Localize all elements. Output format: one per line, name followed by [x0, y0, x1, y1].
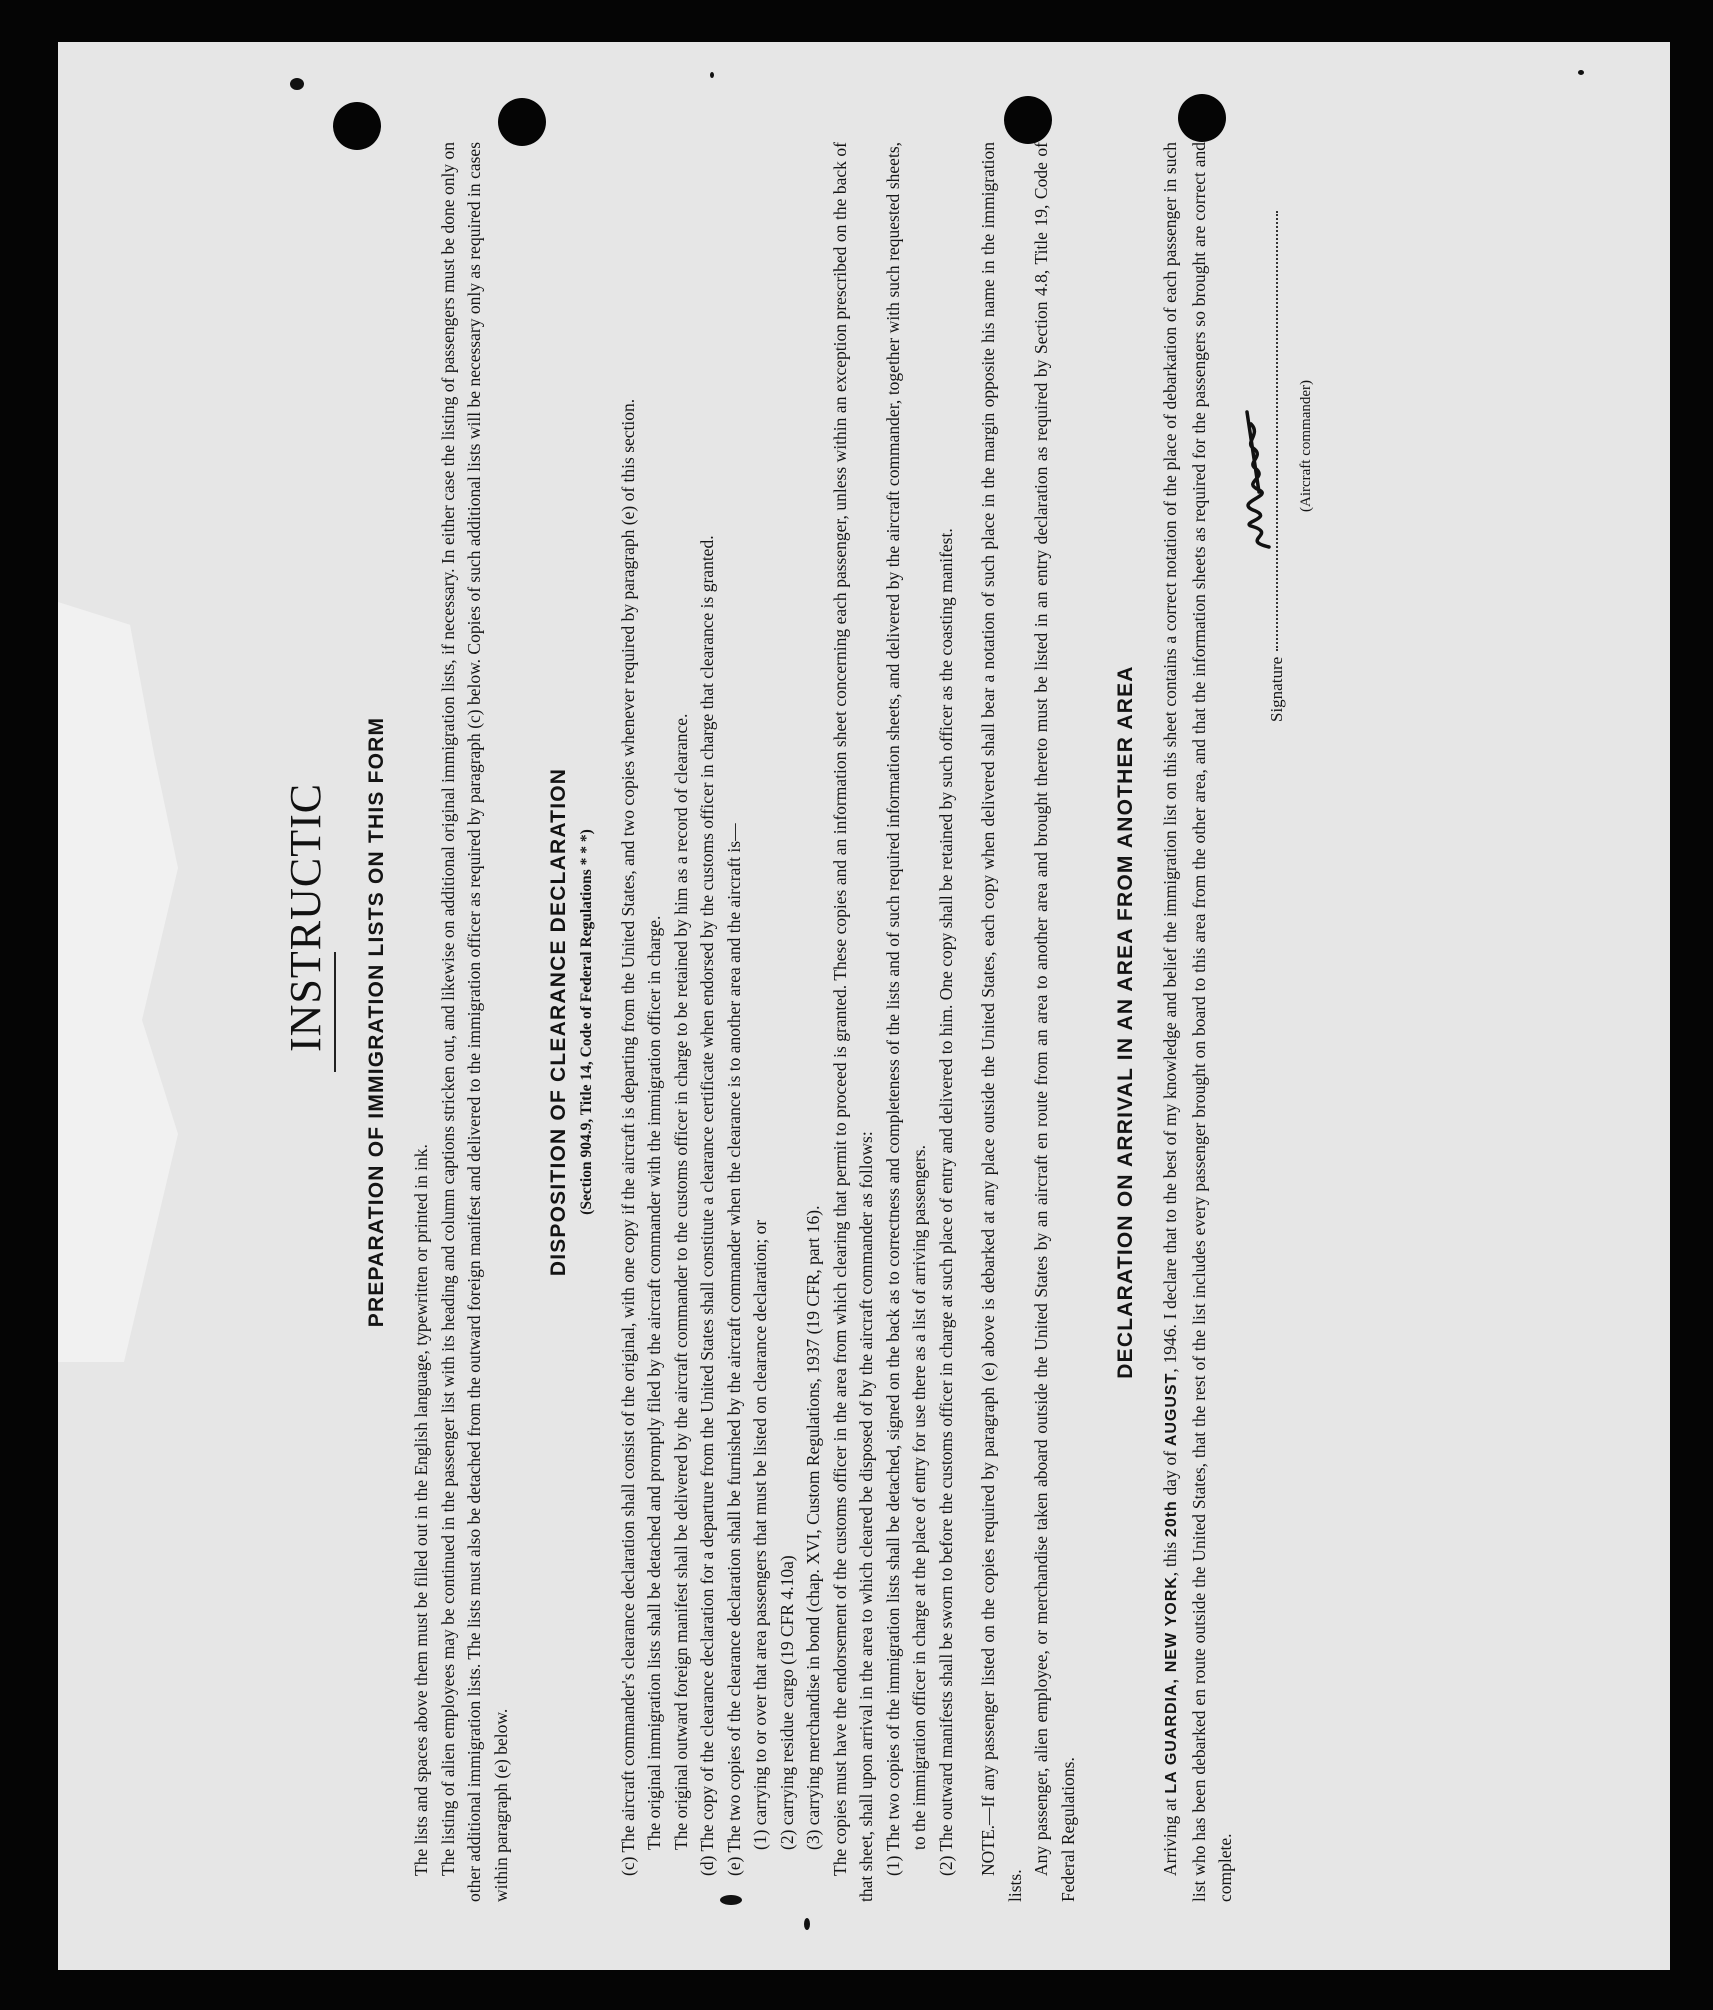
- this-label: this: [1160, 1541, 1180, 1568]
- arrival-month: AUGUST: [1163, 1372, 1180, 1447]
- ink-speck: [710, 72, 714, 78]
- punch-hole: [1178, 94, 1226, 142]
- para-e-3: (3) carrying merchandise in bond (chap. XVI, Custom Regulations, 1937 (19 CFR, part 16).: [803, 1205, 823, 1850]
- day-of-label: day of: [1160, 1450, 1180, 1496]
- declaration-statement: I declare that to the best of my knowledge and belief the immigration list on this sheet contains a correct notation of the place of debarkation of each passenger in such list who has been debarked en route outside the United States, that the rest of the list includes every passenger brought on board to this area from the other area, and that the information sheets as required for the passengers so brought are correct and complete.: [1160, 141, 1235, 1902]
- ink-speck: [804, 1918, 810, 1930]
- para-f-1: (1) The two copies of the immigration lists shall be detached, signed on the back as to correctness and completeness of the lists and of such required information sheets, and delivered by the aircraft commander, together with such requested sheets, to the immigration officer in charge at the place of entry for use there as a list of arriving passengers.: [882, 142, 929, 1876]
- preparation-heading: PREPARATION OF IMMIGRATION LISTS ON THIS FORM: [365, 716, 388, 1328]
- signature-caption: (Aircraft commander): [1297, 379, 1314, 512]
- arrival-place: LA GUARDIA, NEW YORK: [1163, 1576, 1180, 1794]
- para-e: (e) The two copies of the clearance declaration shall be furnished by the aircraft commander when the clearance is to another area and the aircraft is—: [723, 823, 744, 1876]
- punch-hole: [498, 98, 546, 146]
- disposition-heading: DISPOSITION OF CLEARANCE DECLARATION: [547, 767, 570, 1277]
- title-rule: [334, 952, 362, 1072]
- para-f-2: (2) The outward manifests shall be sworn to before the customs officer in charge at such place of entry and delivered to him. One copy shall be retained by such officer as the coasting manifest.: [935, 528, 956, 1876]
- disposition-subheading: (Section 904.9, Title 14, Code of Federal Regulations * * *): [578, 829, 595, 1215]
- para-e-2: (2) carrying residue cargo (19 CFR 4.10a): [776, 1555, 797, 1850]
- ink-speck: [1578, 70, 1584, 75]
- document-sheet: [58, 42, 1670, 1970]
- para-c-1: The original immigration lists shall be detached and promptly filed by the aircraft commander with the immigration officer in charge.: [644, 915, 664, 1850]
- note-para-2: Any passenger, alien employee, or merchandise taken aboard outside the United States by an aircraft en route from an area to another area and brought thereto must be listed in an entry declaration as required by Section 4.8, Title 19, Code of Federal Regulations.: [1031, 142, 1078, 1902]
- preparation-para-1: The lists and spaces above them must be filled out in the English language, typewritten or printed in ink.: [411, 1144, 431, 1876]
- para-c-2: The original outward foreign manifest shall be delivered by the aircraft commander to the customs officer in charge to be retained by him as a record of clearance.: [670, 713, 691, 1850]
- note-para: NOTE.—If any passenger listed on the copies required by paragraph (e) above is debarked at any place outside the United States, each copy when delivered shall bear a notation of such place in the margin opposite his name in the immigration lists.: [978, 142, 1025, 1902]
- para-e-1: (1) carrying to or over that area passengers that must be listed on clearance declaration; or: [750, 1219, 770, 1850]
- preparation-para-2: The listing of alien employees may be continued in the passenger list with its heading and column captions stricken out, and likewise on additional original immigration lists, if necessary. In either case the listing of passengers must be done only on other additional immigration lists. The lists must also be detached from the outward foreign manifest and delivered to the immigration officer as required by paragraph (c) below. Copies of such additional lists will be necessary only as required in cases within paragraph (e) below.: [437, 142, 511, 1902]
- ink-speck: [290, 78, 304, 90]
- arrival-day: 20th: [1163, 1500, 1180, 1538]
- instructions-title: INSTRUCTIC: [281, 782, 330, 1052]
- rotated-form-text: [278, 142, 1458, 1902]
- arrival-declaration-text: Arriving at LA GUARDIA, NEW YORK, this 20th day of AUGUST, 1946. I declare that to the best of my knowledge and belief the immigration list on this sheet contains a correct notation of the place of debarkation of each passenger in such list who has been debarked en route outside the United States, that the rest of the list includes every passenger brought on board to this area from the other area, and that the information sheets as required for the passengers so brought are correct and complete.: [1160, 141, 1235, 1902]
- para-d: (d) The copy of the clearance declaration for a departure from the United States shall constitute a clearance certificate when endorsed by the customs officer in charge that clearance is granted.: [697, 535, 717, 1876]
- handwritten-signature: [1229, 402, 1289, 552]
- signature-block: [1263, 142, 1323, 1902]
- arrival-declaration-heading: DECLARATION ON ARRIVAL IN AN AREA FROM ANOTHER AREA: [1114, 665, 1137, 1379]
- punch-hole: [1004, 96, 1052, 144]
- arrival-year: 1946: [1160, 1328, 1180, 1364]
- arriving-at-label: Arriving at: [1160, 1798, 1180, 1876]
- signature-label: Signature: [1266, 656, 1286, 722]
- para-c: (c) The aircraft commander's clearance declaration shall consist of the original, with one copy if the aircraft is departing from the United States, and two copies whenever required by paragraph (e) of this section.: [617, 398, 638, 1876]
- torn-edge: [58, 602, 178, 1362]
- para-e-continued: The copies must have the endorsement of the customs officer in the area from which clearing that permit to proceed is granted. These copies and an information sheet concerning each passenger, unless within an exception prescribed on the back of that sheet, shall upon arrival in the area to which cleared be disposed of by the aircraft commander as follows:: [829, 142, 876, 1902]
